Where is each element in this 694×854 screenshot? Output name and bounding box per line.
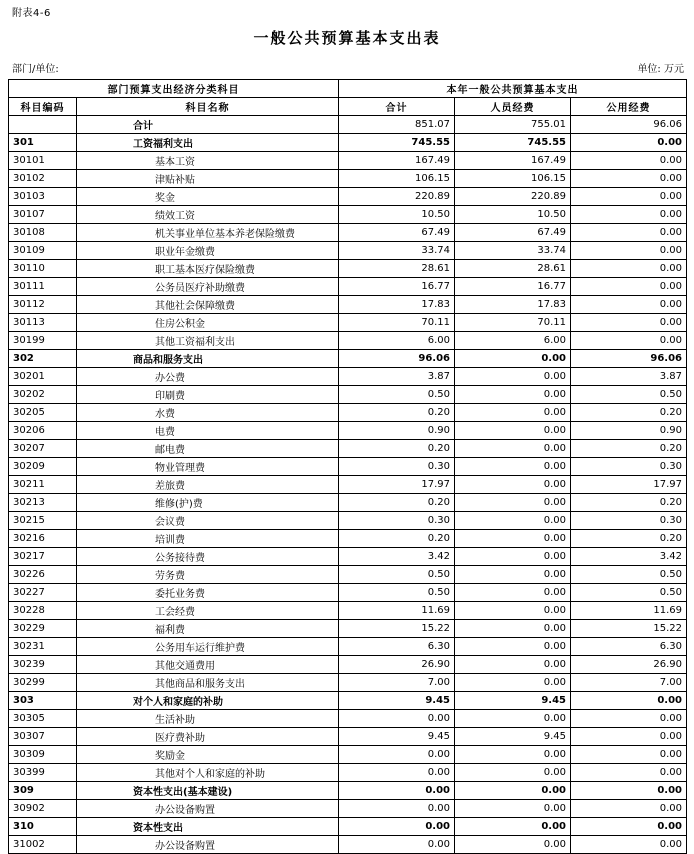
- cell-code: 30217: [9, 548, 77, 566]
- cell-name: 职业年金缴费: [77, 242, 339, 260]
- table-row: [9, 134, 687, 152]
- table-row: [9, 656, 687, 674]
- cell-total: 15.22: [339, 620, 455, 638]
- cell-total: 3.42: [339, 548, 455, 566]
- cell-public: 0.20: [571, 440, 687, 458]
- cell-total: 0.00: [339, 710, 455, 728]
- cell-person: 220.89: [455, 188, 571, 206]
- cell-total: 17.83: [339, 296, 455, 314]
- cell-public: 0.00: [571, 800, 687, 818]
- cell-person: 0.00: [455, 746, 571, 764]
- table-row: [9, 494, 687, 512]
- cell-public: 0.50: [571, 566, 687, 584]
- cell-code: 31002: [9, 836, 77, 854]
- cell-public: 0.20: [571, 404, 687, 422]
- cell-name: 奖励金: [77, 746, 339, 764]
- cell-person: 67.49: [455, 224, 571, 242]
- table-row: [9, 692, 687, 710]
- cell-total: 106.15: [339, 170, 455, 188]
- cell-name: 住房公积金: [77, 314, 339, 332]
- cell-name: 办公设备购置: [77, 800, 339, 818]
- cell-public: 0.00: [571, 278, 687, 296]
- cell-code: 30231: [9, 638, 77, 656]
- cell-person: 0.00: [455, 512, 571, 530]
- cell-total: 7.00: [339, 674, 455, 692]
- cell-name: 对个人和家庭的补助: [77, 692, 339, 710]
- cell-total: 0.00: [339, 764, 455, 782]
- cell-name: 资本性支出(基本建设): [77, 782, 339, 800]
- cell-code: 30227: [9, 584, 77, 602]
- cell-total: 0.90: [339, 422, 455, 440]
- cell-name: 培训费: [77, 530, 339, 548]
- cell-total: 0.30: [339, 458, 455, 476]
- cell-total: 9.45: [339, 692, 455, 710]
- table-row: [9, 278, 687, 296]
- cell-public: 0.00: [571, 206, 687, 224]
- cell-code: 30207: [9, 440, 77, 458]
- cell-public: 26.90: [571, 656, 687, 674]
- cell-name: 商品和服务支出: [77, 350, 339, 368]
- column-header-total: 合计: [339, 98, 455, 116]
- table-row: [9, 188, 687, 206]
- cell-name: 其他社会保障缴费: [77, 296, 339, 314]
- cell-name: 绩效工资: [77, 206, 339, 224]
- cell-name: 职工基本医疗保险缴费: [77, 260, 339, 278]
- cell-name: 合计: [77, 116, 339, 134]
- budget-table: [8, 79, 687, 854]
- table-row: [9, 638, 687, 656]
- cell-public: 0.00: [571, 134, 687, 152]
- cell-public: 3.42: [571, 548, 687, 566]
- cell-code: 30228: [9, 602, 77, 620]
- cell-public: 0.00: [571, 818, 687, 836]
- cell-public: 0.00: [571, 260, 687, 278]
- cell-person: 0.00: [455, 386, 571, 404]
- table-group-header-row: [9, 80, 687, 98]
- cell-total: 220.89: [339, 188, 455, 206]
- cell-public: 0.00: [571, 782, 687, 800]
- cell-code: 30309: [9, 746, 77, 764]
- cell-person: 0.00: [455, 620, 571, 638]
- cell-public: 0.90: [571, 422, 687, 440]
- cell-code: [9, 116, 77, 134]
- cell-public: 6.30: [571, 638, 687, 656]
- table-row: [9, 116, 687, 134]
- cell-person: 10.50: [455, 206, 571, 224]
- cell-name: 邮电费: [77, 440, 339, 458]
- table-row: [9, 206, 687, 224]
- cell-total: 851.07: [339, 116, 455, 134]
- cell-public: 11.69: [571, 602, 687, 620]
- cell-person: 0.00: [455, 476, 571, 494]
- cell-total: 0.20: [339, 494, 455, 512]
- cell-name: 公务员医疗补助缴费: [77, 278, 339, 296]
- cell-public: 0.20: [571, 530, 687, 548]
- cell-person: 0.00: [455, 710, 571, 728]
- cell-code: 30399: [9, 764, 77, 782]
- cell-name: 办公设备购置: [77, 836, 339, 854]
- cell-code: 30211: [9, 476, 77, 494]
- cell-name: 水费: [77, 404, 339, 422]
- cell-public: 0.00: [571, 728, 687, 746]
- cell-person: 6.00: [455, 332, 571, 350]
- cell-code: 303: [9, 692, 77, 710]
- document-number: 附表4-6: [12, 8, 51, 19]
- cell-public: 0.00: [571, 314, 687, 332]
- cell-code: 30202: [9, 386, 77, 404]
- cell-public: 0.20: [571, 494, 687, 512]
- table-row: [9, 458, 687, 476]
- cell-code: 30103: [9, 188, 77, 206]
- cell-total: 10.50: [339, 206, 455, 224]
- cell-person: 0.00: [455, 818, 571, 836]
- cell-name: 会议费: [77, 512, 339, 530]
- cell-name: 基本工资: [77, 152, 339, 170]
- cell-name: 其他交通费用: [77, 656, 339, 674]
- table-body: [9, 116, 687, 854]
- cell-code: 30110: [9, 260, 77, 278]
- cell-person: 167.49: [455, 152, 571, 170]
- cell-person: 0.00: [455, 656, 571, 674]
- column-header-personnel: 人员经费: [455, 98, 571, 116]
- table-row: [9, 476, 687, 494]
- cell-person: 16.77: [455, 278, 571, 296]
- cell-code: 30299: [9, 674, 77, 692]
- cell-name: 公务接待费: [77, 548, 339, 566]
- page-title: 一般公共预算基本支出表: [253, 29, 441, 47]
- cell-code: 30201: [9, 368, 77, 386]
- cell-person: 0.00: [455, 584, 571, 602]
- cell-code: 30307: [9, 728, 77, 746]
- table-row: [9, 296, 687, 314]
- cell-code: 30213: [9, 494, 77, 512]
- cell-person: 0.00: [455, 836, 571, 854]
- cell-public: 7.00: [571, 674, 687, 692]
- cell-code: 30239: [9, 656, 77, 674]
- cell-name: 工会经费: [77, 602, 339, 620]
- cell-total: 17.97: [339, 476, 455, 494]
- cell-person: 70.11: [455, 314, 571, 332]
- cell-total: 11.69: [339, 602, 455, 620]
- table-row: [9, 584, 687, 602]
- cell-public: 0.00: [571, 836, 687, 854]
- cell-code: 30113: [9, 314, 77, 332]
- cell-code: 310: [9, 818, 77, 836]
- cell-name: 物业管理费: [77, 458, 339, 476]
- cell-total: 70.11: [339, 314, 455, 332]
- cell-total: 67.49: [339, 224, 455, 242]
- cell-code: 30902: [9, 800, 77, 818]
- table-row: [9, 800, 687, 818]
- cell-public: 3.87: [571, 368, 687, 386]
- cell-code: 30111: [9, 278, 77, 296]
- cell-person: 0.00: [455, 530, 571, 548]
- cell-public: 0.50: [571, 584, 687, 602]
- cell-name: 维修(护)费: [77, 494, 339, 512]
- cell-person: 0.00: [455, 602, 571, 620]
- table-row: [9, 224, 687, 242]
- group-header-economic-category: 部门预算支出经济分类科目: [9, 80, 339, 98]
- cell-person: 0.00: [455, 548, 571, 566]
- cell-code: 309: [9, 782, 77, 800]
- table-row: [9, 746, 687, 764]
- cell-total: 0.00: [339, 836, 455, 854]
- cell-public: 0.00: [571, 332, 687, 350]
- department-unit-label: 部门/单位:: [12, 64, 59, 75]
- cell-public: 0.30: [571, 512, 687, 530]
- table-row: [9, 602, 687, 620]
- cell-total: 0.30: [339, 512, 455, 530]
- table-row: [9, 422, 687, 440]
- cell-name: 奖金: [77, 188, 339, 206]
- cell-person: 755.01: [455, 116, 571, 134]
- cell-code: 30108: [9, 224, 77, 242]
- cell-person: 0.00: [455, 764, 571, 782]
- cell-person: 0.00: [455, 368, 571, 386]
- cell-person: 0.00: [455, 494, 571, 512]
- cell-code: 30226: [9, 566, 77, 584]
- cell-name: 办公费: [77, 368, 339, 386]
- cell-name: 福利费: [77, 620, 339, 638]
- table-row: [9, 566, 687, 584]
- table-row: [9, 260, 687, 278]
- table-row: [9, 368, 687, 386]
- table-row: [9, 404, 687, 422]
- cell-total: 0.50: [339, 584, 455, 602]
- cell-name: 其他对个人和家庭的补助: [77, 764, 339, 782]
- cell-public: 0.50: [571, 386, 687, 404]
- cell-name: 津贴补贴: [77, 170, 339, 188]
- group-header-basic-expenditure: 本年一般公共预算基本支出: [339, 80, 687, 98]
- cell-code: 30101: [9, 152, 77, 170]
- cell-person: 9.45: [455, 692, 571, 710]
- cell-total: 0.20: [339, 404, 455, 422]
- table-row: [9, 512, 687, 530]
- cell-person: 0.00: [455, 566, 571, 584]
- cell-code: 30215: [9, 512, 77, 530]
- cell-person: 0.00: [455, 404, 571, 422]
- cell-code: 30205: [9, 404, 77, 422]
- cell-public: 15.22: [571, 620, 687, 638]
- table-row: [9, 386, 687, 404]
- cell-public: 0.00: [571, 242, 687, 260]
- column-header-name: 科目名称: [77, 98, 339, 116]
- table-row: [9, 350, 687, 368]
- table-row: [9, 170, 687, 188]
- cell-total: 0.00: [339, 800, 455, 818]
- table-row: [9, 332, 687, 350]
- cell-public: 0.00: [571, 764, 687, 782]
- cell-code: 30112: [9, 296, 77, 314]
- cell-total: 167.49: [339, 152, 455, 170]
- cell-person: 0.00: [455, 422, 571, 440]
- cell-public: 0.00: [571, 152, 687, 170]
- cell-total: 16.77: [339, 278, 455, 296]
- cell-name: 其他商品和服务支出: [77, 674, 339, 692]
- cell-name: 工资福利支出: [77, 134, 339, 152]
- table-row: [9, 242, 687, 260]
- cell-code: 30109: [9, 242, 77, 260]
- table-row: [9, 440, 687, 458]
- cell-person: 0.00: [455, 782, 571, 800]
- cell-total: 6.00: [339, 332, 455, 350]
- meta-row: [8, 58, 686, 79]
- cell-public: 0.00: [571, 224, 687, 242]
- cell-code: 30305: [9, 710, 77, 728]
- table-row: [9, 764, 687, 782]
- cell-total: 0.50: [339, 566, 455, 584]
- table-row: [9, 548, 687, 566]
- cell-code: 30229: [9, 620, 77, 638]
- cell-person: 9.45: [455, 728, 571, 746]
- cell-code: 302: [9, 350, 77, 368]
- cell-public: 0.00: [571, 296, 687, 314]
- cell-person: 0.00: [455, 458, 571, 476]
- table-row: [9, 728, 687, 746]
- cell-total: 0.00: [339, 818, 455, 836]
- column-header-code: 科目编码: [9, 98, 77, 116]
- cell-total: 28.61: [339, 260, 455, 278]
- column-header-public: 公用经费: [571, 98, 687, 116]
- cell-code: 30209: [9, 458, 77, 476]
- table-row: [9, 782, 687, 800]
- cell-person: 33.74: [455, 242, 571, 260]
- table-row: [9, 314, 687, 332]
- cell-total: 0.50: [339, 386, 455, 404]
- cell-total: 3.87: [339, 368, 455, 386]
- table-row: [9, 620, 687, 638]
- cell-public: 0.30: [571, 458, 687, 476]
- cell-total: 6.30: [339, 638, 455, 656]
- cell-total: 9.45: [339, 728, 455, 746]
- cell-code: 301: [9, 134, 77, 152]
- cell-public: 0.00: [571, 188, 687, 206]
- cell-total: 0.00: [339, 782, 455, 800]
- cell-person: 745.55: [455, 134, 571, 152]
- cell-name: 生活补助: [77, 710, 339, 728]
- table-head: [9, 80, 687, 116]
- cell-person: 0.00: [455, 800, 571, 818]
- cell-public: 0.00: [571, 170, 687, 188]
- cell-total: 0.00: [339, 746, 455, 764]
- cell-person: 0.00: [455, 350, 571, 368]
- cell-name: 资本性支出: [77, 818, 339, 836]
- cell-name: 劳务费: [77, 566, 339, 584]
- cell-public: 0.00: [571, 692, 687, 710]
- cell-name: 委托业务费: [77, 584, 339, 602]
- cell-total: 26.90: [339, 656, 455, 674]
- cell-code: 30206: [9, 422, 77, 440]
- table-row: [9, 152, 687, 170]
- cell-name: 其他工资福利支出: [77, 332, 339, 350]
- cell-person: 17.83: [455, 296, 571, 314]
- table-row: [9, 710, 687, 728]
- cell-name: 差旅费: [77, 476, 339, 494]
- cell-total: 0.20: [339, 440, 455, 458]
- cell-total: 96.06: [339, 350, 455, 368]
- cell-public: 0.00: [571, 746, 687, 764]
- table-row: [9, 530, 687, 548]
- cell-person: 0.00: [455, 674, 571, 692]
- cell-public: 17.97: [571, 476, 687, 494]
- cell-public: 96.06: [571, 116, 687, 134]
- cell-total: 0.20: [339, 530, 455, 548]
- cell-name: 电费: [77, 422, 339, 440]
- cell-name: 公务用车运行维护费: [77, 638, 339, 656]
- cell-person: 106.15: [455, 170, 571, 188]
- cell-name: 医疗费补助: [77, 728, 339, 746]
- cell-code: 30199: [9, 332, 77, 350]
- cell-public: 0.00: [571, 710, 687, 728]
- cell-person: 0.00: [455, 440, 571, 458]
- table-row: [9, 836, 687, 854]
- unit-label: 单位: 万元: [637, 64, 684, 75]
- table-column-header-row: [9, 98, 687, 116]
- cell-code: 30102: [9, 170, 77, 188]
- cell-code: 30107: [9, 206, 77, 224]
- table-row: [9, 818, 687, 836]
- cell-public: 96.06: [571, 350, 687, 368]
- cell-total: 33.74: [339, 242, 455, 260]
- cell-total: 745.55: [339, 134, 455, 152]
- table-row: [9, 674, 687, 692]
- cell-name: 印刷费: [77, 386, 339, 404]
- cell-person: 0.00: [455, 638, 571, 656]
- cell-code: 30216: [9, 530, 77, 548]
- cell-person: 28.61: [455, 260, 571, 278]
- cell-name: 机关事业单位基本养老保险缴费: [77, 224, 339, 242]
